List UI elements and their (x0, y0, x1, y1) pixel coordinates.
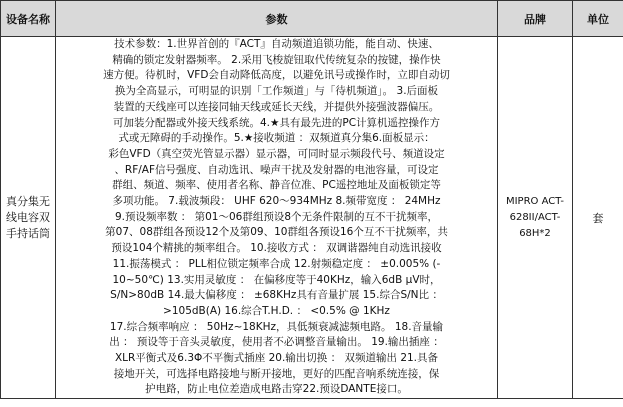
params-line: 精确的锁定发射器频率。 2.采用飞梭旋钮取代传统复杂的按键，操作快 (112, 53, 441, 66)
params-line: >105dB(A) 16.综合T.H.D. ： <0.5% @ 1KHz (163, 304, 390, 317)
table-row (1, 37, 623, 399)
params-line: 11.振荡模式 ： PLL相位锁定频率合成 12.射频稳定度 ： ±0.005% (- (112, 257, 441, 270)
params-line: 17.综合频率响应 ： 50Hz~18KHz，具低频衰减滤频电路。 18.音量输 (109, 320, 444, 333)
params-line: 护电路，防止电位差造成电路击穿22.预设DANTE接口。 (145, 383, 408, 396)
params-line: 10~50℃) 13.实用灵敏度 ： 在偏移度等于40KHz，输入6dB μV时， (112, 273, 441, 286)
params-line: 群组、频道、频率、使用者名称、静音位准、PC遥控地址及面板锁定等 (112, 179, 441, 192)
params-line: 多项功能。 7.载波频段： UHF 620～934MHz 8.频带宽度 ： 24MHz (112, 195, 441, 208)
params-line: 接地开关，可选择电路接地与断开接地，更好的匹配音响系统连接，保 (113, 367, 440, 380)
params-line: S/N>80dB 14.最大偏移度 ： ±68KHz具有音量扩展 15.综合S/N比 ： (110, 289, 443, 302)
params-line: 可加装分配器或外接天线系统。4.★具有最先进的PC计算机遥控操作方 (112, 116, 441, 129)
params-line: 彩色VFD（真空荧光管显示器）显示器，可同时显示频段代号、频道设定 (108, 147, 445, 160)
params-line: 换为全高显示，可明显的识别「工作频道」与「待机频道」。 3.后面板 (114, 85, 439, 98)
header-row (1, 1, 623, 37)
params-line: 式或无障碍的手动操作。5.★接收频道 ：双频道真分集6.面板显示： (118, 132, 435, 145)
params-line: 技术参数：1.世界首创的『ACT』自动频道追锁功能，能自动、快速、 (114, 38, 439, 50)
params-line: 装置的天线座可以连接同轴天线或延长天线，并提供外接强波器偏压。 (113, 100, 440, 113)
brand-cell (498, 37, 573, 399)
unit-cell: 套 (573, 37, 623, 399)
params-cell (56, 37, 498, 399)
params-line: XLR平衡式及6.3Φ不平衡式插座 20.输出切换 ： 双频道输出 21.具备 (114, 352, 439, 365)
params-line: 9.预设频率数 ： 第01～06群组预设8个无条件限制的互不干扰频率， (114, 210, 439, 223)
brand-line: 628II/ACT- (509, 211, 561, 223)
brand-line: MIPRO ACT- (505, 195, 565, 207)
params-line: 出 ： 预设等于音头灵敏度，使用者不必调整音量输出。 19.输出插座 ： (109, 336, 444, 349)
params-line: 第07、08群组各预设12个及第09、10群组各预设16个互不干扰频率，共 (105, 226, 448, 239)
brand-line: 68H*2 (519, 227, 551, 239)
params-line: 速方便。待机时，VFD会自动降低高度，以避免讯号或操作时，立即自动切 (103, 69, 450, 82)
header-params: 参数 (56, 1, 498, 37)
header-brand: 品牌 (498, 1, 573, 37)
header-unit: 单位 (573, 1, 623, 37)
params-line: 预设104个精挑的频率组合。 10.接收方式 ： 双调谐器纯自动选讯接收 (111, 242, 442, 255)
params-line: 、RF/AF信号强度、自动选讯、噪声干扰及发射器的电池容量，可设定 (114, 163, 439, 176)
device-name-cell: 真分集无线电容双手持话筒 (1, 37, 56, 399)
header-device-name: 设备名称 (1, 1, 56, 37)
